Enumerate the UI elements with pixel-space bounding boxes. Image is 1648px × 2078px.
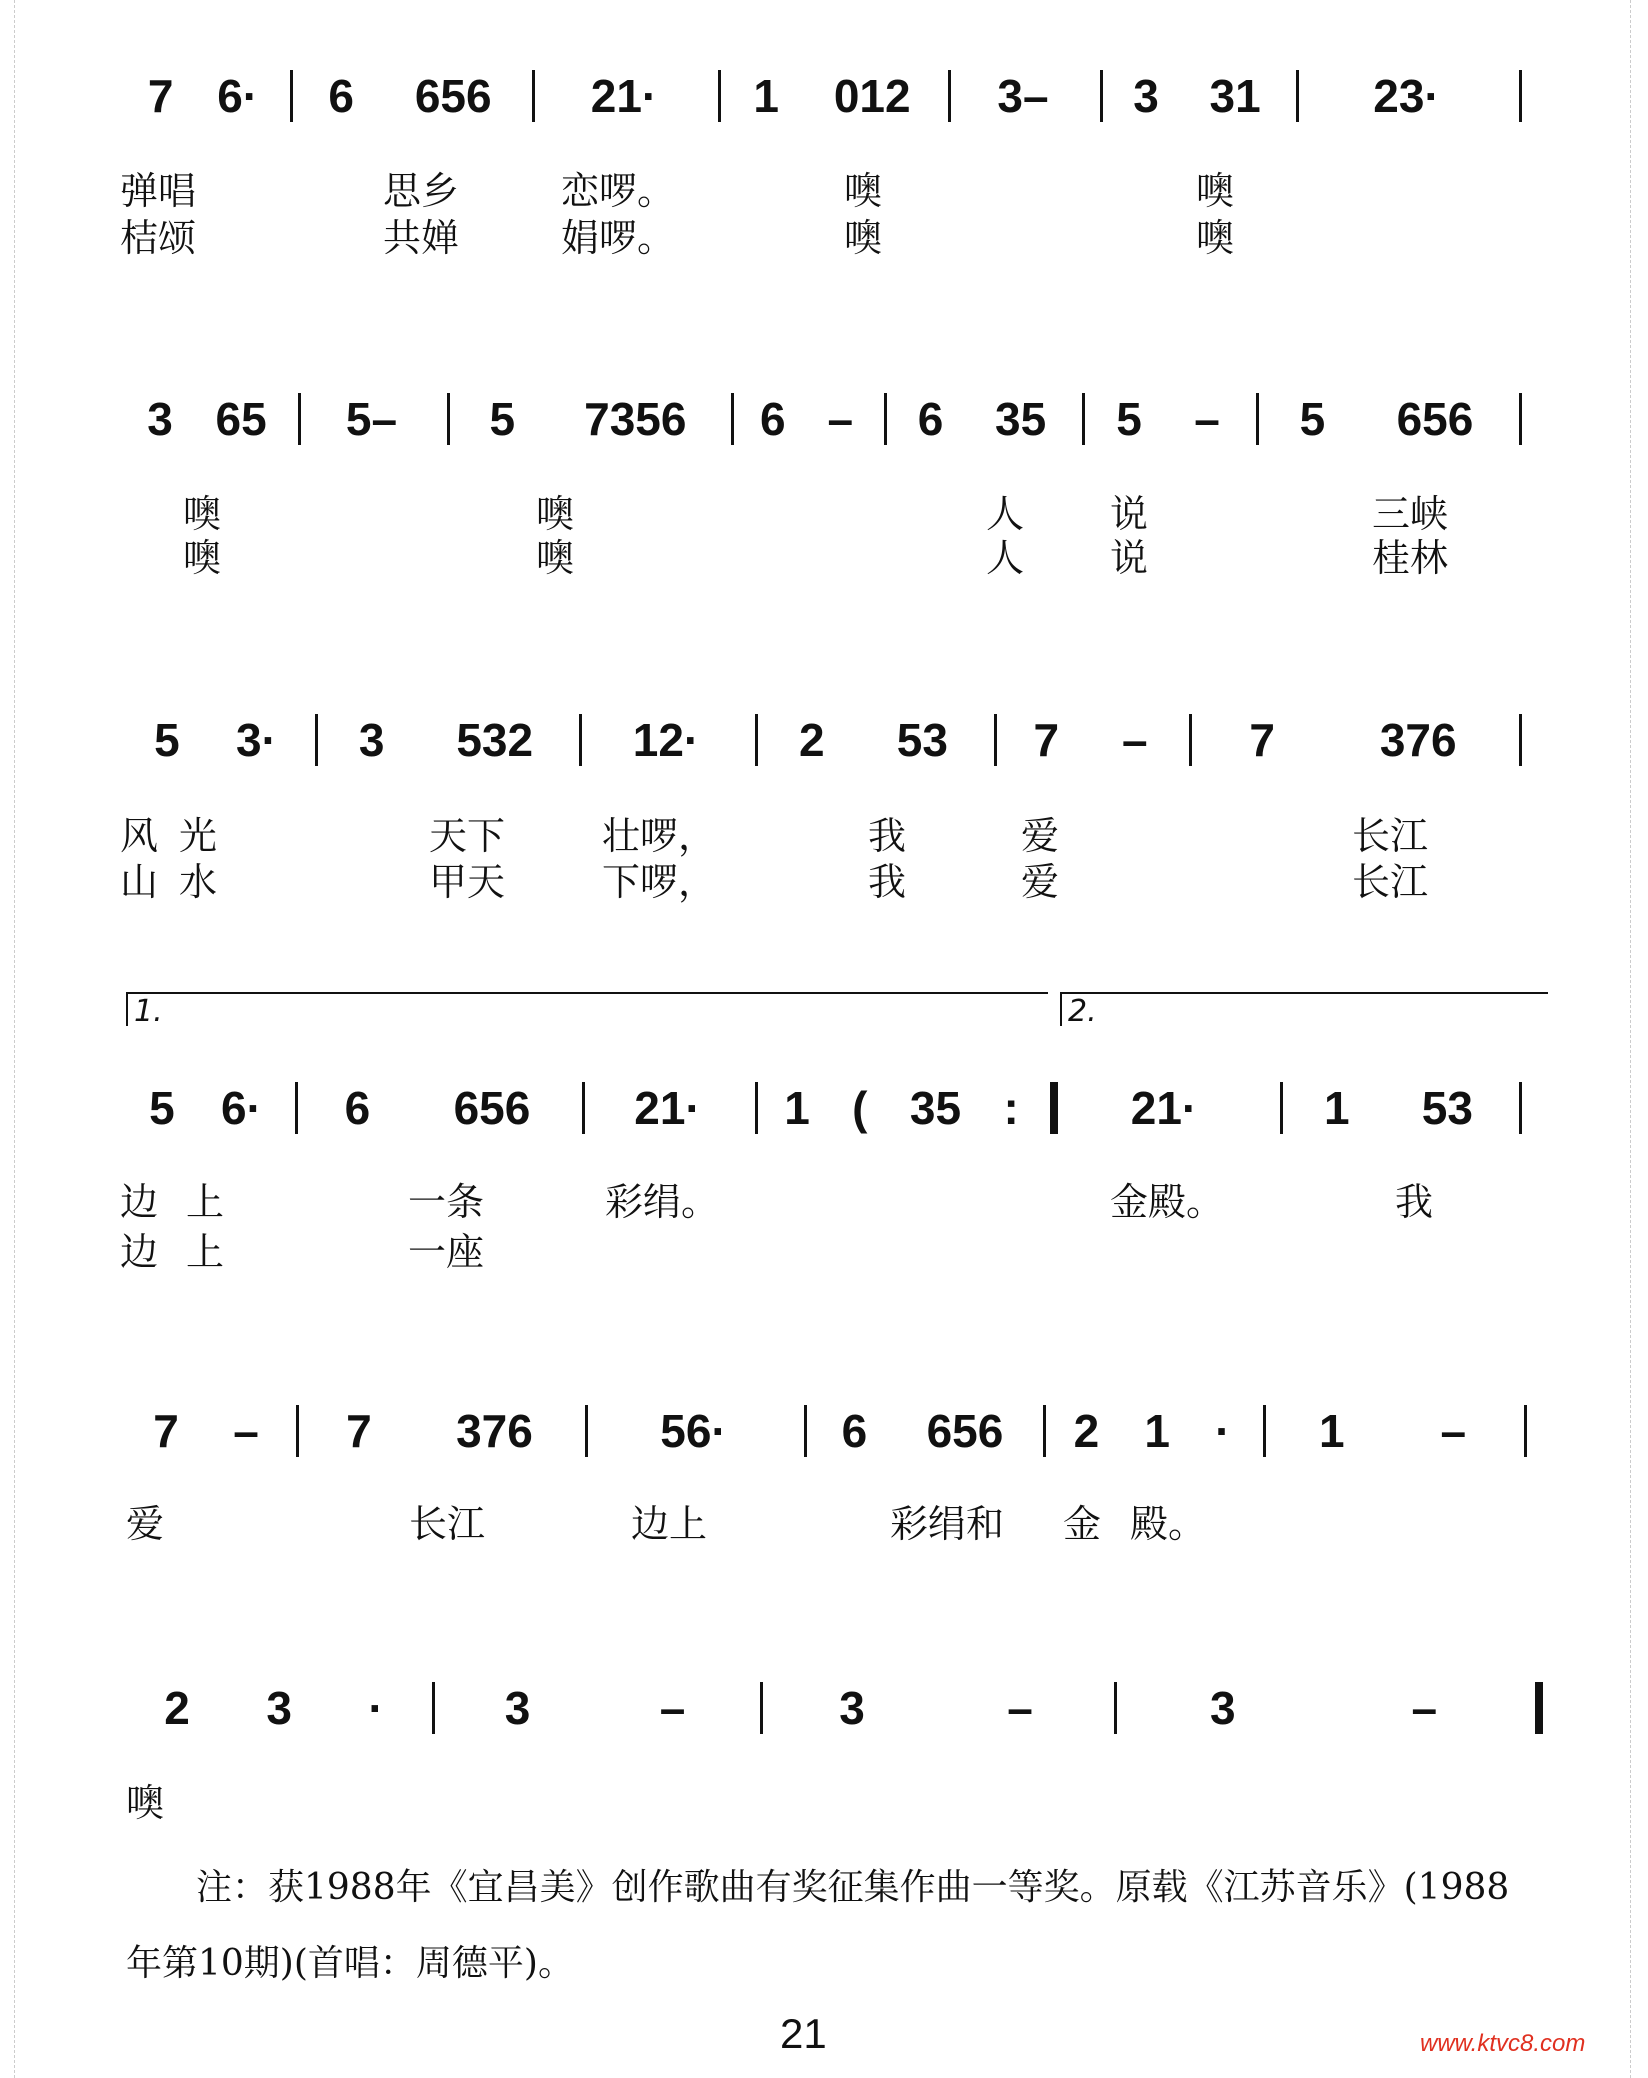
note-group: 3– [997,70,1049,122]
note-group: 1 [753,70,779,122]
note-group: 2 [799,714,825,766]
lyric-word: 我 [868,860,907,904]
measure [593,1401,794,1461]
note-group: 656 [414,70,492,122]
lyric-word: 长江 [1352,860,1429,904]
note-group: 012 [833,70,911,122]
note-group: – [659,1682,686,1734]
note-group: 35 [909,1082,962,1134]
note-group: 5 [1116,393,1142,445]
measure [1288,1078,1509,1138]
measure [739,389,874,449]
lyric-word: 一座 [408,1230,485,1274]
barline [295,1082,298,1134]
note-group: 3 [1133,70,1159,122]
lyric-word: 彩绢和 [890,1502,1005,1546]
measure [1304,66,1509,126]
lyric-word: 天下 [429,814,506,858]
note-group: 656 [453,1082,531,1134]
lyric-word: 长江 [1352,814,1429,858]
lyric-word: 爱 [1021,860,1060,904]
note-group: 2 [1073,1405,1100,1457]
note-group: – [1194,393,1220,445]
note-group: 1 [784,1082,810,1134]
barline [1082,393,1085,445]
lyric-word: 桂林 [1372,536,1449,580]
note-group: 6· [217,70,259,122]
note-group: – [1440,1405,1467,1457]
measure [126,1078,285,1138]
lyric-word: 爱 [126,1502,165,1546]
measure [768,1678,1104,1738]
barline [296,1405,299,1457]
note-group: 31 [1209,70,1261,122]
lyric-word: 思乡 [383,169,460,213]
note-group: 3 [504,1682,531,1734]
note-group: 5 [149,1082,175,1134]
note-group: 3 [266,1682,292,1734]
measure [455,389,721,449]
lyric-word: 我 [1395,1180,1434,1224]
barline [447,393,450,445]
note-group: 656 [1396,393,1474,445]
barline [804,1405,807,1457]
footnote [126,1850,1556,2002]
measure [1264,389,1509,449]
barline [1050,1082,1058,1134]
measure [1058,1078,1270,1138]
lyric-word: 噢 [1196,169,1235,213]
note-group: 7 [1249,714,1275,766]
barline [579,714,582,766]
measure [587,710,745,770]
volta-bracket-1: 1. [126,992,1048,1026]
barline [731,393,734,445]
measure [126,710,305,770]
barline [760,1682,763,1734]
note-group: 6 [328,70,354,122]
measure [763,710,984,770]
measure [1090,389,1246,449]
measure [812,1401,1033,1461]
measure [1271,1401,1514,1461]
lyric-word: 噢 [126,1781,165,1825]
barline [290,70,293,122]
lyric-word: 光 [179,814,218,858]
lyric-word: 金殿。 [1110,1180,1225,1224]
lyric-word: 说 [1110,492,1149,536]
measure [440,1678,750,1738]
lyric-word: 说 [1110,536,1149,580]
barline [718,70,721,122]
lyric-word: 上 [186,1230,225,1274]
measure [1108,66,1286,126]
measure [1197,710,1509,770]
measure [323,710,569,770]
barline [582,1082,585,1134]
measure [892,389,1072,449]
barline [315,714,318,766]
lyric-word: 山 [120,860,159,904]
barline [1519,70,1522,122]
lyric-word: 下啰， [602,860,717,904]
measure [306,389,437,449]
note-group: 21· [1130,1082,1198,1134]
lyric-word: 噢 [844,169,883,213]
watermark: www.ktvc8.com [1420,2030,1586,2057]
note-group: 532 [456,714,534,766]
lyric-word: 彩绢。 [605,1180,720,1224]
note-group: 7356 [584,393,687,445]
right-page-edge [1630,0,1645,2078]
barline [1189,714,1192,766]
note-group: – [233,1405,259,1457]
note-group: 7 [1033,714,1060,766]
note-group: – [1411,1682,1438,1734]
note-group: 1 [1324,1082,1350,1134]
lyric-word: 共婵 [383,216,460,260]
measure [1002,710,1179,770]
lyric-word: 长江 [409,1502,486,1546]
lyric-word: 噢 [536,536,575,580]
note-group: 7 [346,1405,372,1457]
note-group: 1 [1144,1405,1170,1457]
barline [1114,1682,1117,1734]
lyric-word: 桔颂 [120,216,197,260]
note-group: 21· [634,1082,701,1134]
note-group: · [1215,1405,1231,1457]
lyric-word: 殿。 [1130,1502,1207,1546]
lyric-word: 壮啰， [602,814,717,858]
note-group: : [1003,1082,1019,1134]
barline [1043,1405,1046,1457]
lyric-word: 水 [179,860,218,904]
measure [126,66,280,126]
measure [763,1078,1040,1138]
barline [1524,1405,1527,1457]
barline [884,393,887,445]
note-group: ( [852,1082,868,1134]
note-group: 21· [590,70,658,122]
measure [956,66,1090,126]
lyric-word: 人 [986,492,1025,536]
measure [540,66,708,126]
measure [590,1078,745,1138]
note-group: 65 [215,393,267,445]
lyric-word: 弹唱 [120,169,197,213]
lyric-word: 我 [868,814,907,858]
barline [1296,70,1299,122]
note-group: 2 [164,1682,190,1734]
note-group: 6 [841,1405,868,1457]
note-group: 5 [1299,393,1326,445]
note-group: 5– [345,393,398,445]
note-group: 53 [896,714,948,766]
barline [532,70,535,122]
barline [298,393,301,445]
lyric-word: 甲天 [429,860,506,904]
barline [432,1682,435,1734]
note-group: 5 [489,393,516,445]
volta-bracket-2: 2. [1060,992,1548,1026]
note-group: 656 [926,1405,1004,1457]
barline [1256,393,1259,445]
lyric-word: 一条 [408,1180,485,1224]
lyric-word: 噢 [844,216,883,260]
barline [755,714,758,766]
note-group: 376 [456,1405,533,1457]
lyric-word: 风 [120,814,159,858]
note-group: 6 [344,1082,371,1134]
measure [304,1401,575,1461]
note-group: 3 [1209,1682,1236,1734]
measure [298,66,522,126]
note-group: 3 [147,393,173,445]
measure [1122,1678,1525,1738]
note-group: 376 [1379,714,1457,766]
note-group: 35 [995,393,1047,445]
note-group: 5 [154,714,180,766]
note-group: 3 [358,714,385,766]
lyric-word: 恋啰。 [561,169,676,213]
barline [994,714,997,766]
lyric-word: 噢 [536,492,575,536]
footnote-line-1: 注：获1988年《宜昌美》创作歌曲有奖征集作曲一等奖。原载《江苏音乐》(1988 [196,1867,1510,1908]
lyric-word: 上 [186,1180,225,1224]
lyric-word: 噢 [183,492,222,536]
measure [126,1678,422,1738]
measure [1051,1401,1253,1461]
measure [126,389,288,449]
note-group: – [1007,1682,1033,1734]
measure [303,1078,572,1138]
lyric-word: 边 [120,1180,159,1224]
barline [1280,1082,1283,1134]
measure [126,1401,286,1461]
note-group: 53 [1421,1082,1473,1134]
measure [726,66,938,126]
note-group: 6 [759,393,786,445]
left-page-edge [0,0,15,2078]
note-group: 3· [235,714,277,766]
lyric-word: 噢 [1196,216,1235,260]
footnote-line-2: 年第10期)(首唱：周德平)。 [126,1943,574,1984]
note-group: · [368,1682,384,1734]
lyric-word: 爱 [1021,814,1060,858]
note-group: – [827,393,854,445]
barline [1100,70,1103,122]
lyric-word: 噢 [183,536,222,580]
lyric-word: 人 [986,536,1025,580]
barline [585,1405,588,1457]
note-group: – [1121,714,1148,766]
barline [1519,393,1522,445]
note-group: 12· [632,714,700,766]
lyric-word: 边上 [631,1502,708,1546]
note-group: 3 [839,1682,865,1734]
page-number: 21 [780,2010,827,2057]
note-group: 23· [1373,70,1440,122]
lyric-word: 三峡 [1372,492,1449,536]
note-group: 56· [660,1405,727,1457]
lyric-word: 边 [120,1230,159,1274]
lyric-word: 金 [1063,1502,1102,1546]
note-group: 1 [1318,1405,1345,1457]
barline [1519,1082,1522,1134]
barline [948,70,951,122]
note-group: 6 [917,393,944,445]
note-group: 7 [153,1405,179,1457]
barline [1519,714,1522,766]
barline [755,1082,758,1134]
note-group: 6· [220,1082,262,1134]
note-group: 7 [147,70,174,122]
barline [1535,1682,1543,1734]
barline [1263,1405,1266,1457]
lyric-word: 娟啰。 [561,216,676,260]
